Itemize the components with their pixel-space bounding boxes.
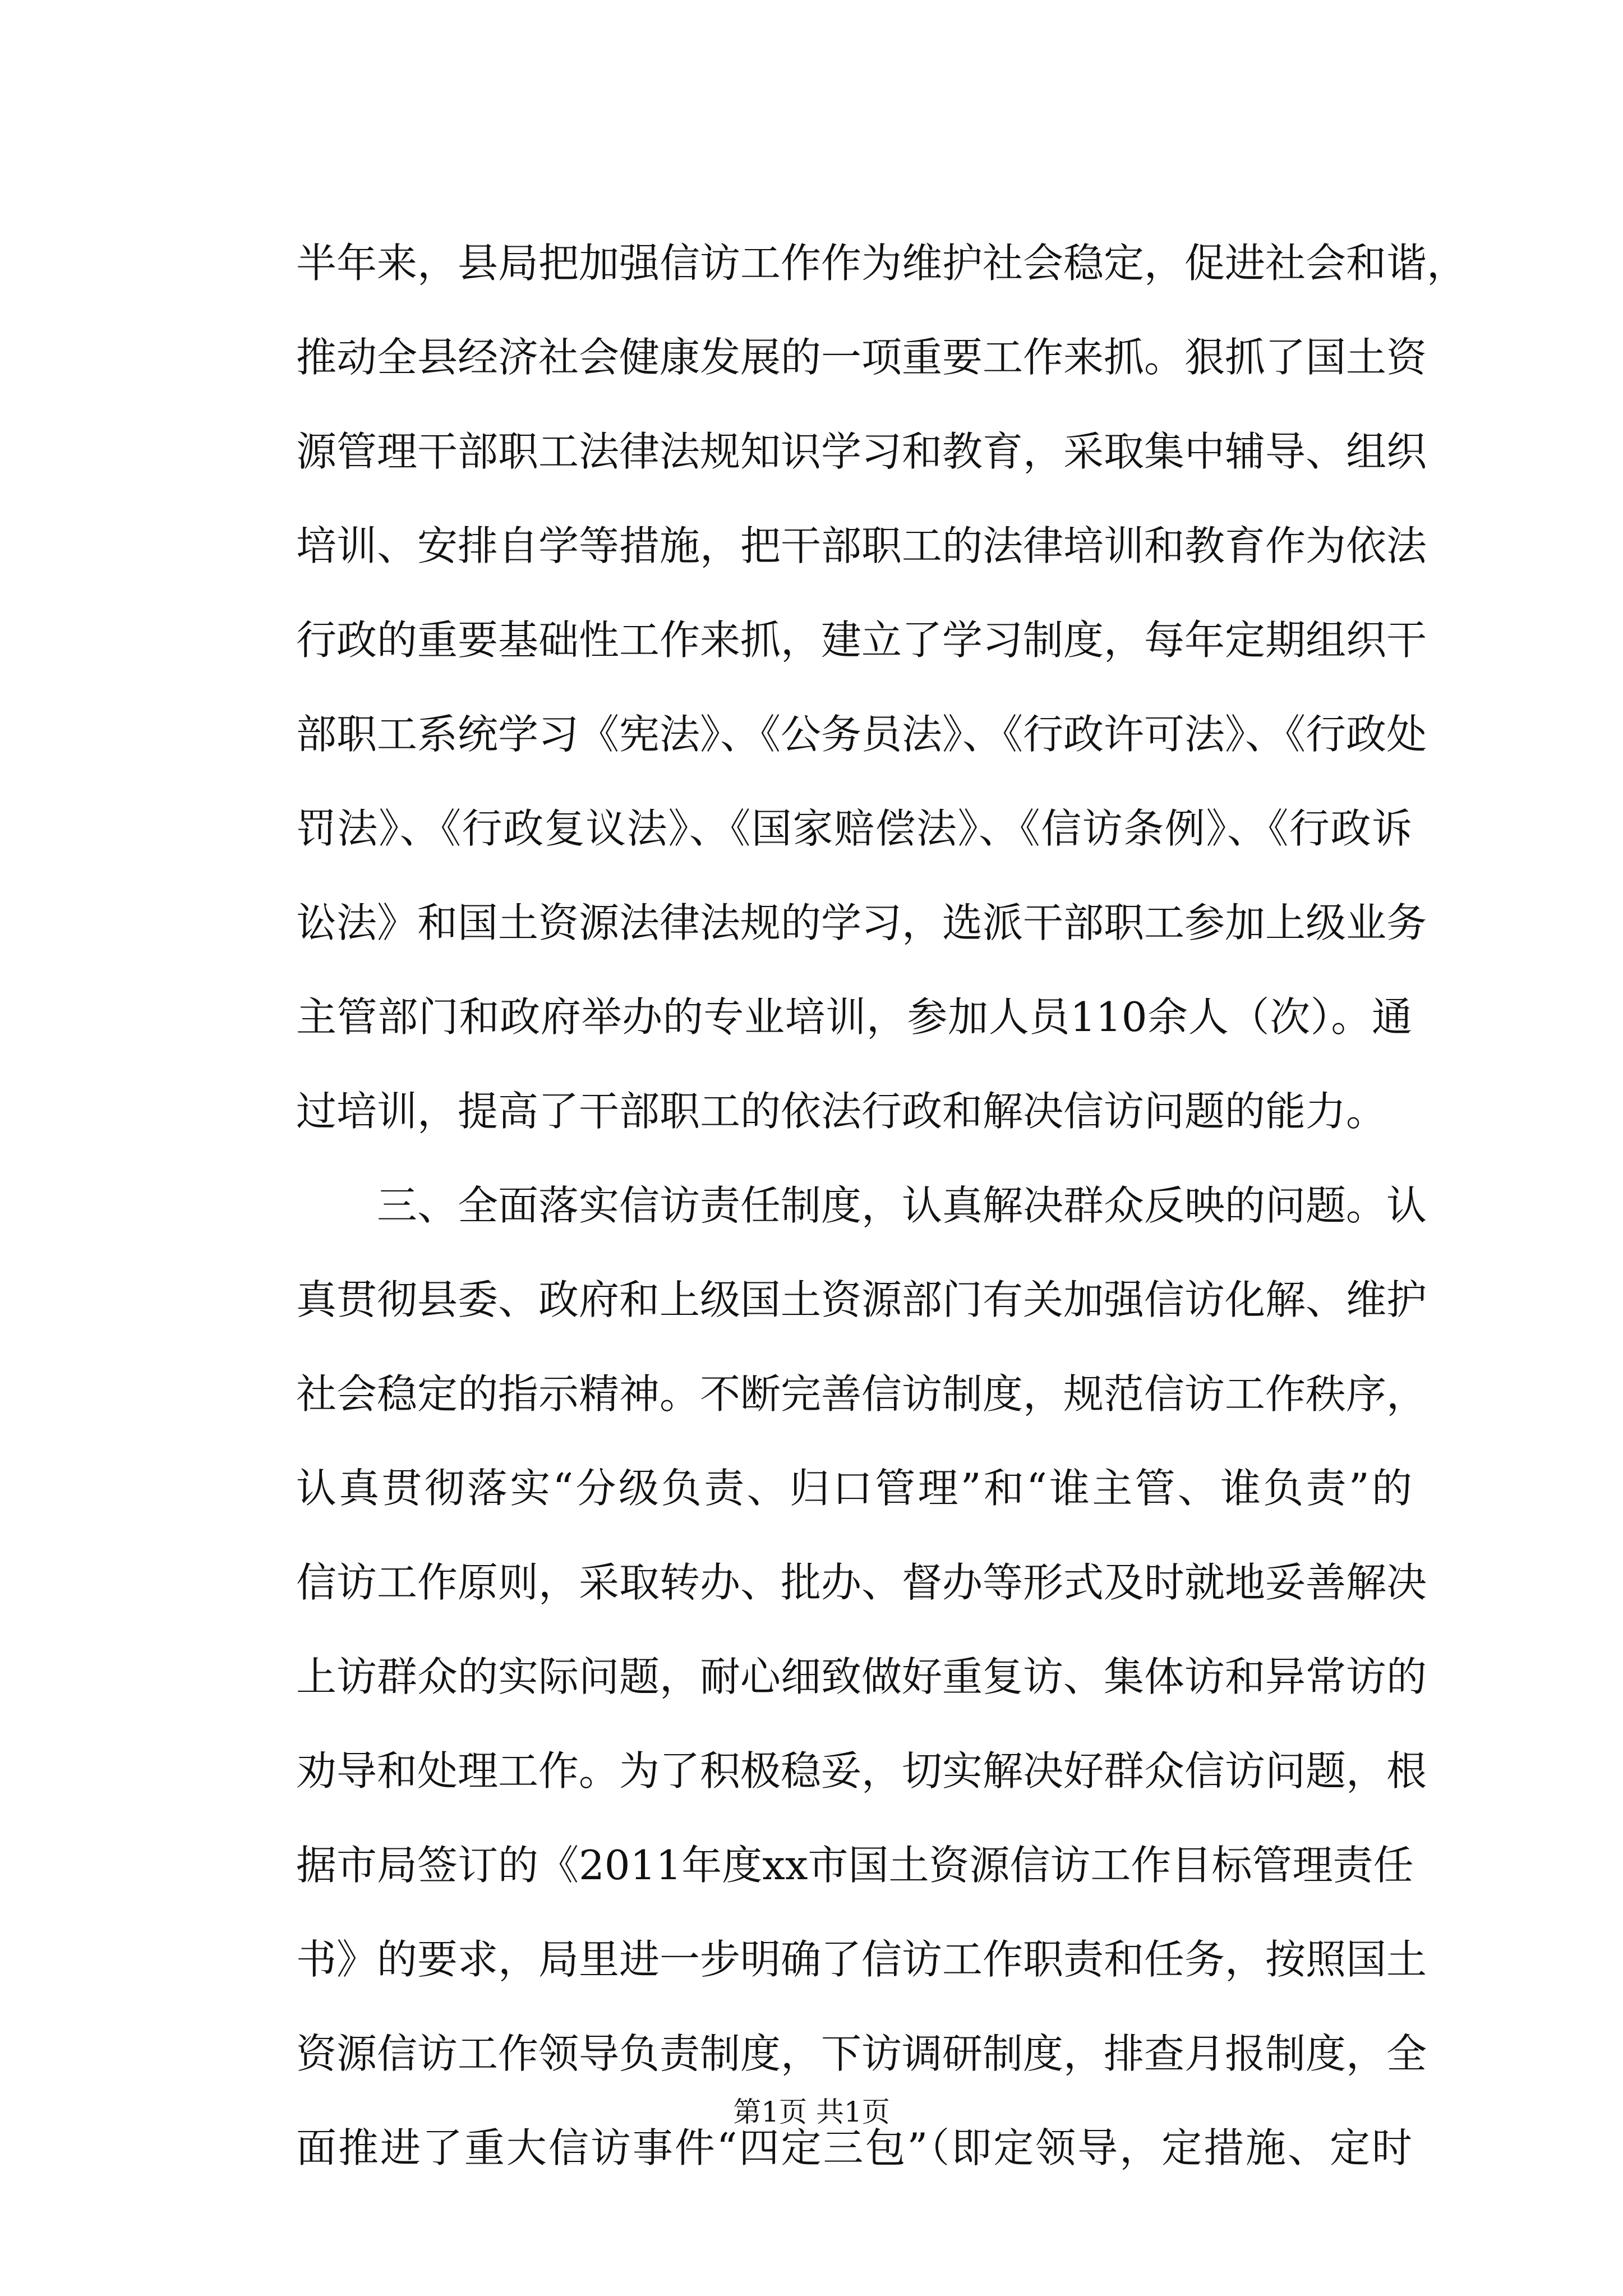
paragraph-2-line-9: 书》的要求，局里进一步明确了信访工作职责和任务，按照国土 [296,1936,1427,1983]
paragraph-2-line-6: 上访群众的实际问题，耐心细致做好重复访、集体访和异常访的 [296,1653,1427,1700]
page-number-footer: 第1页 共1页 [733,2096,890,2128]
paragraph-2-line-11: 面推进了重大信访事件“四定三包”（即定领导，定措施、定时 [296,2124,1412,2171]
paragraph-1-line-10: 过培训，提高了干部职工的依法行政和解决信访问题的能力。 [296,1088,1387,1135]
paragraph-1-line-4: 培训、安排自学等措施，把干部职工的法律培训和教育作为依法 [296,522,1427,569]
paragraph-2-line-8: 据市局签订的《2011年度xx市国土资源信访工作目标管理责任 [296,1842,1414,1889]
paragraph-2-line-5: 信访工作原则，采取转办、批办、督办等形式及时就地妥善解决 [296,1559,1427,1606]
paragraph-1-line-2: 推动全县经济社会健康发展的一项重要工作来抓。狠抓了国土资 [296,334,1427,381]
paragraph-2-line-3: 社会稳定的指示精神。不断完善信访制度，规范信访工作秩序， [296,1370,1427,1418]
paragraph-2-line-1: 三、全面落实信访责任制度，认真解决群众反映的问题。认 [377,1182,1427,1229]
paragraph-2-line-7: 劝导和处理工作。为了积极稳妥，切实解决好群众信访问题，根 [296,1747,1427,1795]
paragraph-1-line-8: 讼法》和国土资源法律法规的学习，选派干部职工参加上级业务 [296,899,1427,946]
document-body [296,216,1468,2195]
paragraph-1-line-5: 行政的重要基础性工作来抓，建立了学习制度，每年定期组织干 [296,616,1427,664]
paragraph-1-line-3: 源管理干部职工法律法规知识学习和教育，采取集中辅导、组织 [296,428,1427,475]
paragraph-1-line-9: 主管部门和政府举办的专业培训，参加人员110余人（次）。通 [296,993,1412,1041]
paragraph-1-line-6: 部职工系统学习《宪法》、《公务员法》、《行政许可法》、《行政处 [296,711,1427,758]
paragraph-2-line-4: 认真贯彻落实“分级负责、归口管理”和“谁主管、谁负责”的 [296,1465,1412,1512]
paragraph-1-line-7: 罚法》、《行政复议法》、《国家赔偿法》、《信访条例》、《行政诉 [296,805,1412,852]
paragraph-1-line-1: 半年来，县局把加强信访工作作为维护社会稳定，促进社会和谐， [296,240,1468,287]
paragraph-2-line-2: 真贯彻县委、政府和上级国土资源部门有关加强信访化解、维护 [296,1276,1427,1323]
paragraph-2-line-10: 资源信访工作领导负责制度，下访调研制度，排查月报制度，全 [296,2030,1427,2077]
